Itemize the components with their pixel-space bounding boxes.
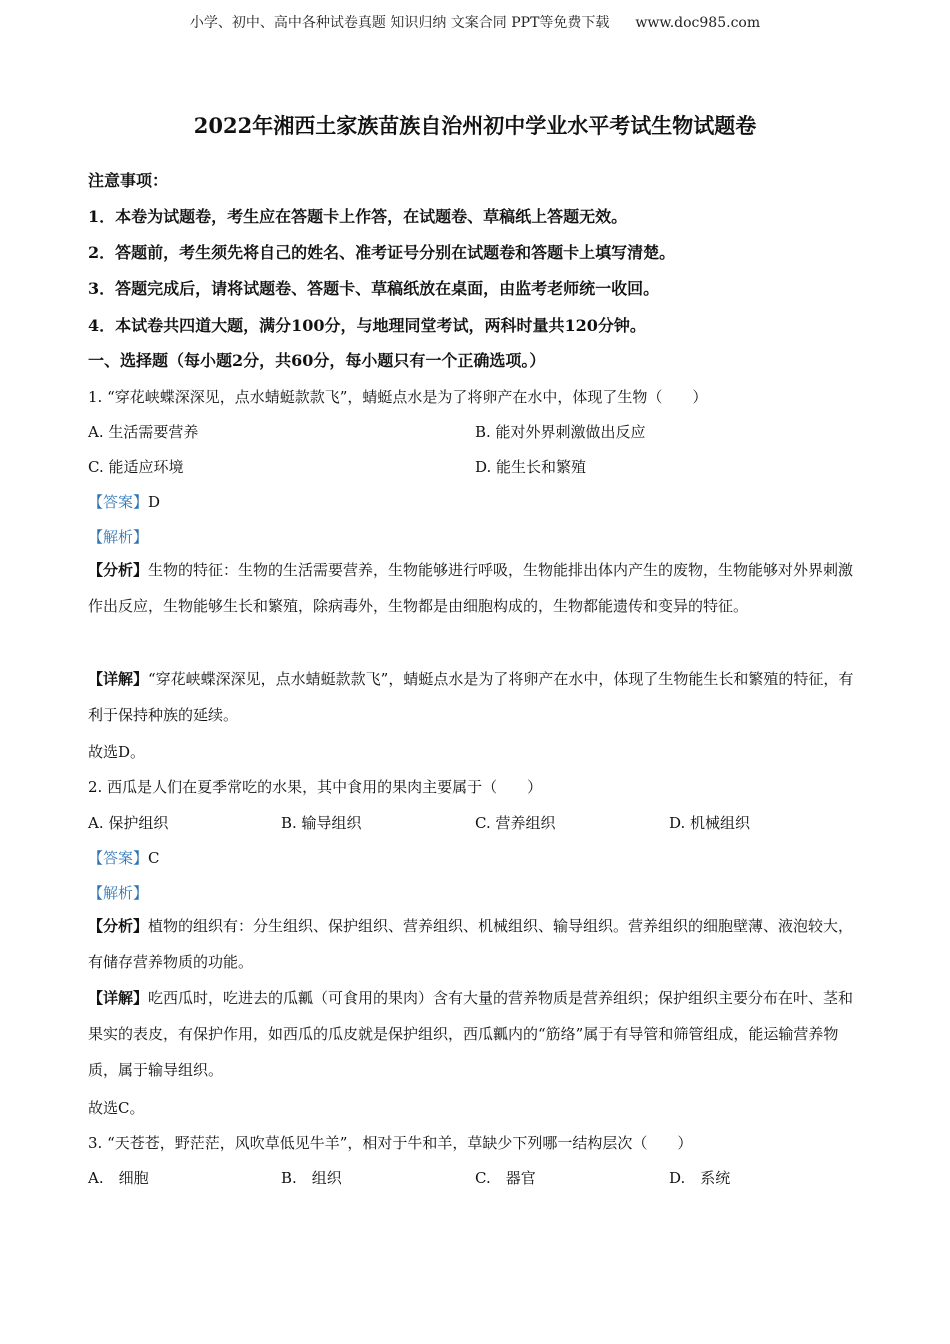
q2-xiangjie-text: 吃西瓜时，吃进去的瓜瓤（可食用的果肉）含有大量的营养物质是营养组织；保护组织主要分布在叶、茎和果实的表皮，有保护作用，如西瓜的瓜皮就是保护组织，西瓜瓤内的“筋络”属于有导管和筛管组成，能运输营养物质，属于输导组织。 xyxy=(88,989,854,1079)
section-heading: 一、选择题（每小题2分，共60分，每小题只有一个正确选项。） xyxy=(88,351,546,370)
q2-fenxi-tag: 【分析】 xyxy=(88,917,149,935)
q1-xiangjie xyxy=(88,661,858,733)
exam-title: 2022年湘西土家族苗族自治州初中学业水平考试生物试题卷 xyxy=(193,113,757,138)
q1-option-a: A. 生活需要营养 xyxy=(88,423,199,441)
q1-fenxi xyxy=(88,552,858,624)
q3-option-d: D. 系统 xyxy=(669,1169,731,1187)
notice-item-4: 4．本试卷共四道大题，满分100分，与地理同堂考试，两科时量共120分钟。 xyxy=(88,316,646,335)
q2-answer xyxy=(88,847,863,868)
header-text: 小学、初中、高中各种试卷真题 知识归纳 文案合同 PPT等免费下载 xyxy=(189,15,610,31)
q2-option-a: A. 保护组织 xyxy=(88,814,169,832)
q1-stem: 1. “穿花峡蝶深深见，点水蜻蜓款款飞”，蜻蜓点水是为了将卵产在水中，体现了生物（ ） xyxy=(88,388,708,406)
q3-stem: 3. “天苍苍，野茫茫，风吹草低见牛羊”，相对于牛和羊，草缺少下列哪一结构层次（ ） xyxy=(88,1134,693,1152)
q2-fenxi xyxy=(88,908,858,980)
q2-stem: 2. 西瓜是人们在夏季常吃的水果，其中食用的果肉主要属于（ ） xyxy=(88,778,543,796)
notice-item-1: 1．本卷为试题卷，考生应在答题卡上作答，在试题卷、草稿纸上答题无效。 xyxy=(88,207,628,226)
q1-analysis-label: 【解析】 xyxy=(88,528,149,546)
header-site: www.doc985.com xyxy=(635,15,761,31)
q3-option-b: B. 组织 xyxy=(281,1169,342,1187)
notice-item-2: 2．答题前，考生须先将自己的姓名、准考证号分别在试题卷和答题卡上填写清楚。 xyxy=(88,243,676,262)
q2-analysis-label: 【解析】 xyxy=(88,884,149,902)
notice-heading: 注意事项： xyxy=(88,171,169,190)
q2-option-d: D. 机械组织 xyxy=(669,814,751,832)
q1-option-d: D. 能生长和繁殖 xyxy=(475,458,587,476)
q1-answer-label: 【答案】 xyxy=(88,493,149,511)
q1-option-b: B. 能对外界刺激做出反应 xyxy=(475,423,646,441)
page-header xyxy=(0,12,950,32)
q1-conclusion: 故选D。 xyxy=(88,743,146,761)
q2-option-c: C. 营养组织 xyxy=(475,814,556,832)
q1-option-c: C. 能适应环境 xyxy=(88,458,184,476)
q2-xiangjie xyxy=(88,980,858,1088)
q3-option-a: A. 细胞 xyxy=(88,1169,149,1187)
q2-option-b: B. 输导组织 xyxy=(281,814,362,832)
q1-xiangjie-tag: 【详解】 xyxy=(88,670,149,688)
q2-fenxi-text: 植物的组织有：分生组织、保护组织、营养组织、机械组织、输导组织。营养组织的细胞壁薄、液泡较大，有储存营养物质的功能。 xyxy=(88,917,854,971)
q3-option-c: C. 器官 xyxy=(475,1169,536,1187)
q1-answer xyxy=(88,491,863,512)
q2-conclusion: 故选C。 xyxy=(88,1099,145,1117)
q1-answer-value: D xyxy=(148,493,161,511)
notice-item-3: 3．答题完成后，请将试题卷、答题卡、草稿纸放在桌面，由监考老师统一收回。 xyxy=(88,279,660,298)
q2-xiangjie-tag: 【详解】 xyxy=(88,989,149,1007)
q1-fenxi-tag: 【分析】 xyxy=(88,561,149,579)
q1-xiangjie-text: “穿花峡蝶深深见，点水蜻蜓款款飞”，蜻蜓点水是为了将卵产在水中，体现了生物能生长和繁殖的特征，有利于保持种族的延续。 xyxy=(88,670,854,724)
q1-fenxi-text: 生物的特征：生物的生活需要营养，生物能够进行呼吸，生物能排出体内产生的废物，生物能够对外界刺激作出反应，生物能够生长和繁殖，除病毒外，生物都是由细胞构成的，生物都能遗传和变异的特征。 xyxy=(88,561,854,615)
q2-answer-value: C xyxy=(148,849,160,867)
q2-answer-label: 【答案】 xyxy=(88,849,149,867)
